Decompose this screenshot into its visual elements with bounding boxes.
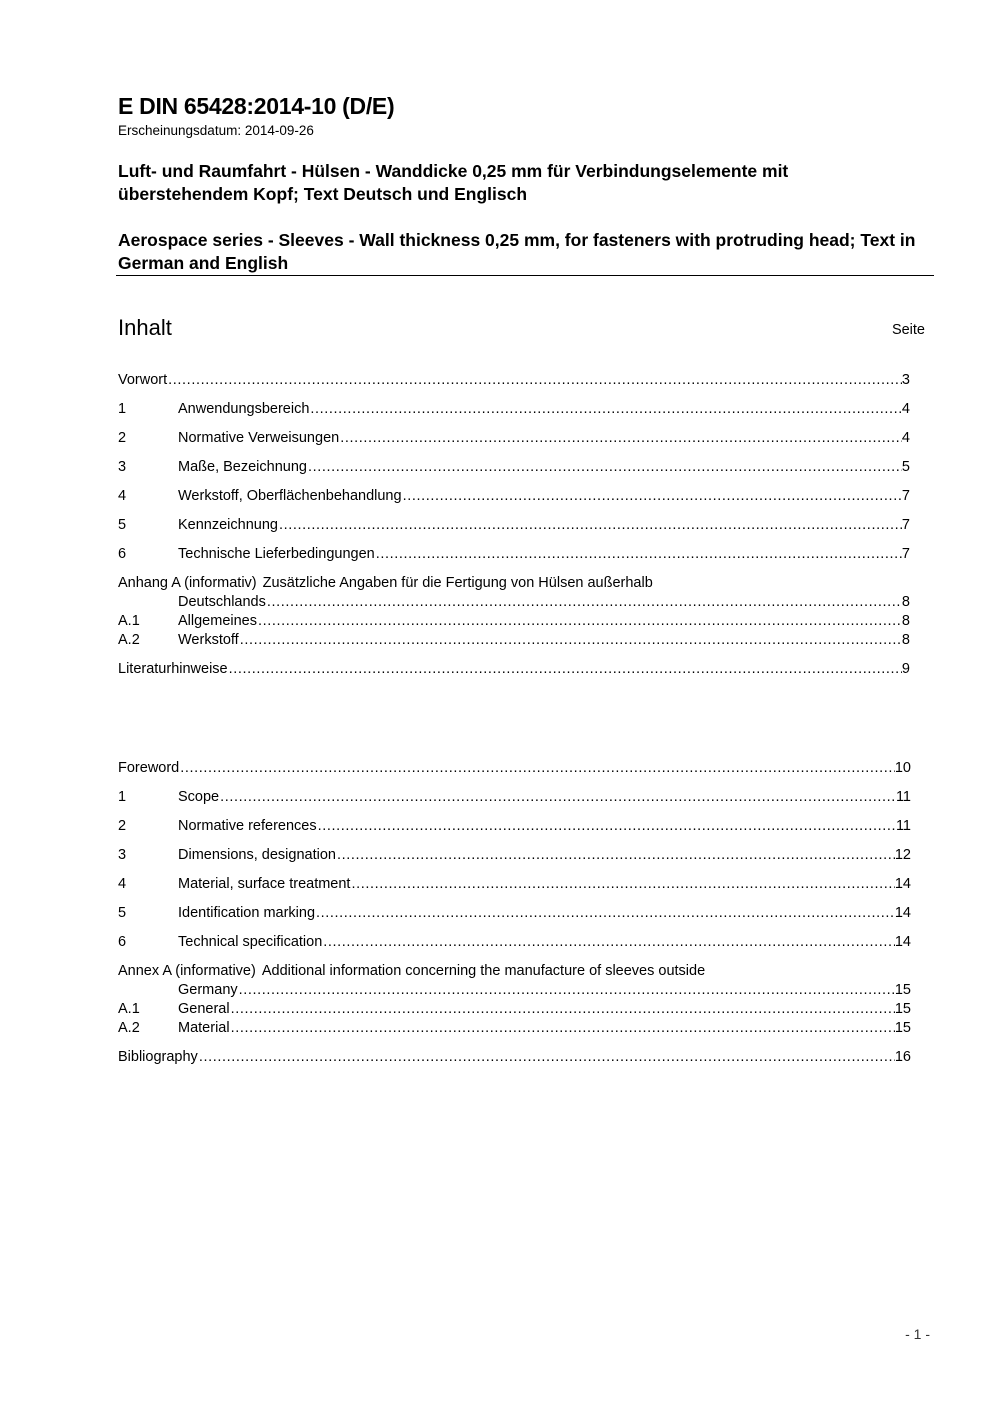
- toc-entry-page: 4: [901, 430, 910, 446]
- toc-leader: [167, 371, 902, 390]
- header-divider: [116, 275, 934, 276]
- toc-entry-section[interactable]: [118, 516, 910, 535]
- toc-entry-section[interactable]: [118, 904, 911, 923]
- toc-leader: [179, 759, 895, 778]
- toc-entry-label: Werkstoff: [178, 632, 239, 648]
- toc-entry-label: Scope: [178, 789, 220, 805]
- toc-entry-label: Technische Lieferbedingungen: [178, 546, 375, 562]
- toc-entry-page: 14: [894, 905, 911, 921]
- toc-entry-page: 14: [894, 876, 911, 892]
- toc-entry-number: 4: [118, 876, 127, 892]
- toc-entry-foreword[interactable]: [118, 759, 911, 778]
- toc-leader: [278, 516, 902, 535]
- toc-entry-label: General: [178, 1001, 230, 1017]
- toc-entry-bibliography[interactable]: [118, 1048, 911, 1067]
- toc-annex-title: Annex A (informative): [118, 963, 256, 979]
- toc-leader: [257, 612, 902, 631]
- toc-entry-label: Vorwort: [118, 372, 168, 388]
- toc-entry-label: Technical specification: [178, 934, 323, 950]
- toc-entry-page: 11: [895, 789, 911, 805]
- toc-english: [118, 759, 911, 1067]
- toc-entry-label: Deutschlands: [178, 594, 266, 610]
- toc-entry-section[interactable]: [118, 788, 911, 807]
- toc-entry-section[interactable]: [118, 846, 911, 865]
- toc-entry-page: 7: [901, 488, 910, 504]
- toc-entry-section[interactable]: [118, 933, 911, 952]
- toc-entry-number: 2: [118, 818, 127, 834]
- toc-entry-label: Maße, Bezeichnung: [178, 459, 307, 475]
- toc-entry-foreword[interactable]: [118, 371, 910, 390]
- toc-leader: [266, 593, 902, 612]
- document-title: E DIN 65428:2014-10 (D/E): [118, 93, 395, 119]
- toc-entry-label: Identification marking: [178, 905, 316, 921]
- toc-entry-label: Foreword: [118, 760, 180, 776]
- toc-entry-page: 15: [894, 1020, 911, 1036]
- toc-leader: [339, 429, 902, 448]
- toc-annex-description: Zusätzliche Angaben für die Fertigung von Hülsen außerhalb: [262, 575, 653, 591]
- toc-entry-number: A.1: [118, 1001, 140, 1017]
- toc-entry-label: Normative references: [178, 818, 317, 834]
- toc-leader: [309, 400, 902, 419]
- toc-entry-page: 10: [894, 760, 911, 776]
- subtitle-english: Aerospace series - Sleeves - Wall thickness 0,25 mm, for fasteners with protruding head; Text in German and English: [118, 230, 916, 273]
- toc-leader: [322, 933, 895, 952]
- toc-entry-page: 15: [894, 1001, 911, 1017]
- toc-entry-page: 8: [901, 594, 910, 610]
- toc-annex-heading[interactable]: [118, 962, 911, 981]
- toc-german: [118, 371, 910, 679]
- toc-entry-label: Werkstoff, Oberflächenbehandlung: [178, 488, 402, 504]
- toc-entry-number: 1: [118, 401, 127, 417]
- subtitle-german: Luft- und Raumfahrt - Hülsen - Wanddicke 0,25 mm für Verbindungselemente mit überstehendem Kopf; Text Deutsch und Englisch: [118, 161, 789, 204]
- toc-entry-page: 11: [895, 818, 911, 834]
- publication-date: Erscheinungsdatum: 2014-09-26: [118, 123, 314, 138]
- toc-page-column-label: Seite: [891, 322, 925, 338]
- toc-leader: [219, 788, 896, 807]
- toc-entry-number: 3: [118, 847, 127, 863]
- toc-entry-page: 5: [901, 459, 910, 475]
- toc-entry-page: 9: [901, 661, 910, 677]
- toc-entry-label: Normative Verweisungen: [178, 430, 340, 446]
- toc-entry-page: 12: [894, 847, 911, 863]
- toc-entry-number: 2: [118, 430, 127, 446]
- toc-entry-page: 15: [894, 982, 911, 998]
- toc-entry-section[interactable]: [118, 487, 910, 506]
- toc-entry-label: Germany: [178, 982, 238, 998]
- toc-entry-page: 7: [901, 546, 910, 562]
- toc-entry-annex-sub[interactable]: [118, 1019, 911, 1038]
- toc-heading: Inhalt: [118, 315, 172, 340]
- toc-entry-bibliography[interactable]: [118, 660, 910, 679]
- toc-entry-section[interactable]: [118, 458, 910, 477]
- toc-entry-label: Anwendungsbereich: [178, 401, 310, 417]
- toc-entry-page: 3: [901, 372, 910, 388]
- toc-entry-label: Bibliography: [118, 1049, 198, 1065]
- toc-entry-number: A.2: [118, 1020, 140, 1036]
- toc-leader: [307, 458, 902, 477]
- toc-annex-continuation[interactable]: [118, 981, 911, 1000]
- toc-entry-label: Literaturhinweise: [118, 661, 228, 677]
- toc-leader: [402, 487, 902, 506]
- toc-entry-label: Kennzeichnung: [178, 517, 278, 533]
- toc-entry-page: 4: [901, 401, 910, 417]
- toc-entry-page: 7: [901, 517, 910, 533]
- toc-entry-page: 16: [894, 1049, 911, 1065]
- toc-entry-section[interactable]: [118, 545, 910, 564]
- toc-leader: [375, 545, 902, 564]
- toc-leader: [230, 1000, 895, 1019]
- toc-entry-label: Allgemeines: [178, 613, 257, 629]
- toc-annex-title: Anhang A (informativ): [118, 575, 257, 591]
- toc-entry-annex-sub[interactable]: [118, 631, 910, 650]
- toc-entry-number: 6: [118, 934, 127, 950]
- toc-entry-section[interactable]: [118, 817, 911, 836]
- toc-entry-section[interactable]: [118, 875, 911, 894]
- toc-entry-number: 1: [118, 789, 127, 805]
- page-number: - 1 -: [905, 1326, 930, 1342]
- toc-entry-number: 4: [118, 488, 127, 504]
- toc-entry-page: 8: [901, 632, 910, 648]
- toc-entry-label: Material, surface treatment: [178, 876, 351, 892]
- toc-leader: [228, 660, 902, 679]
- toc-entry-annex-sub[interactable]: [118, 1000, 911, 1019]
- toc-entry-label: Dimensions, designation: [178, 847, 336, 863]
- toc-leader: [350, 875, 894, 894]
- toc-leader: [230, 1019, 895, 1038]
- toc-annex-continuation[interactable]: [118, 593, 910, 612]
- toc-entry-number: 5: [118, 517, 127, 533]
- toc-entry-number: A.1: [118, 613, 140, 629]
- toc-entry-page: 8: [901, 613, 910, 629]
- toc-leader: [239, 631, 902, 650]
- toc-entry-label: Material: [178, 1020, 230, 1036]
- toc-entry-section[interactable]: [118, 400, 910, 419]
- toc-leader: [238, 981, 895, 1000]
- toc-leader: [315, 904, 895, 923]
- toc-entry-section[interactable]: [118, 429, 910, 448]
- toc-entry-number: 5: [118, 905, 127, 921]
- toc-entry-number: A.2: [118, 632, 140, 648]
- toc-annex-description: Additional information concerning the manufacture of sleeves outside: [261, 963, 706, 979]
- toc-entry-page: 14: [894, 934, 911, 950]
- toc-entry-number: 6: [118, 546, 127, 562]
- toc-entry-annex-sub[interactable]: [118, 612, 910, 631]
- toc-annex-heading[interactable]: [118, 574, 910, 593]
- toc-entry-number: 3: [118, 459, 127, 475]
- toc-leader: [317, 817, 896, 836]
- toc-leader: [336, 846, 895, 865]
- toc-leader: [198, 1048, 895, 1067]
